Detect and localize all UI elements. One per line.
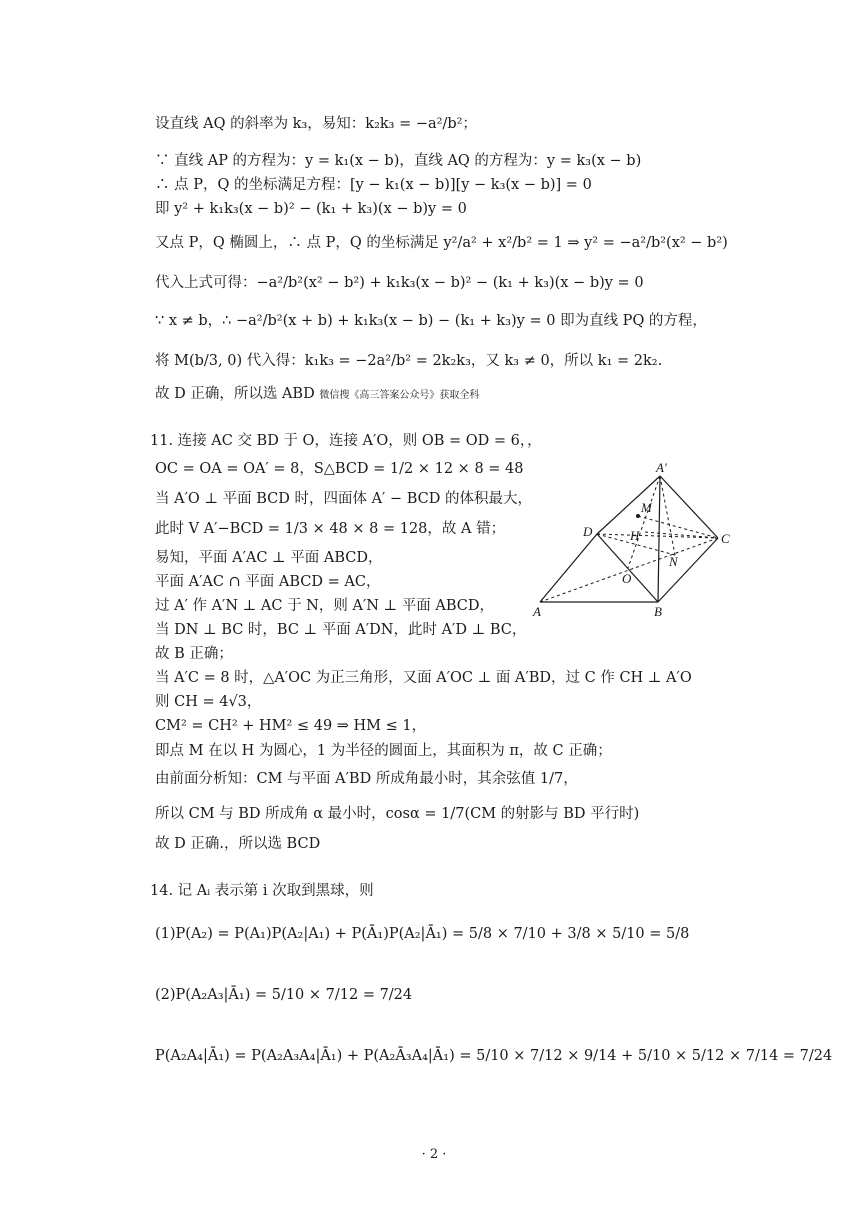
text-line: 当 DN ⊥ BC 时，BC ⊥ 平面 A′DN，此时 A′D ⊥ BC， bbox=[155, 622, 527, 638]
edge-DC bbox=[597, 534, 718, 538]
text-line: 易知，平面 A′AC ⊥ 平面 ABCD， bbox=[155, 550, 383, 566]
edge-A1B bbox=[658, 476, 660, 602]
text-line: 此时 V A′−BCD = 1/3 × 48 × 8 = 128，故 A 错； bbox=[155, 521, 506, 537]
point-M-dot bbox=[636, 514, 640, 518]
text-line: 故 B 正确； bbox=[155, 646, 233, 662]
text-line: 平面 A′AC ∩ 平面 ABCD = AC， bbox=[155, 574, 381, 590]
text-line: ∴ 点 P，Q 的坐标满足方程：[y − k₁(x − b)][y − k₃(x − b)] = 0 bbox=[155, 177, 592, 193]
text-line: 代入上式可得：−a²/b²(x² − b²) + k₁k₃(x − b)² − (k₁ + k₃)(x − b)y = 0 bbox=[155, 275, 644, 291]
formula-line: (2)P(A₂A₃|Ā₁) = 5/10 × 7/12 = 7/24 bbox=[155, 987, 413, 1003]
label-O: O bbox=[622, 571, 632, 586]
label-C: C bbox=[721, 531, 730, 546]
text-line bbox=[155, 385, 479, 405]
text-line: OC = OA = OA′ = 8，S△BCD = 1/2 × 12 × 8 = 48 bbox=[155, 461, 524, 477]
edge-DB bbox=[597, 534, 658, 602]
text-line: 当 A′C = 8 时，△A′OC 为正三角形，又面 A′OC ⊥ 面 A′BD，过 C 作 CH ⊥ A′O bbox=[155, 670, 692, 686]
page-number: · 2 · bbox=[421, 1147, 447, 1162]
segment-A1O bbox=[628, 476, 660, 568]
label-N: N bbox=[669, 554, 678, 569]
watermark-note: 微信搜《高三答案公众号》获取全科 bbox=[319, 390, 480, 401]
text-line: 即点 M 在以 H 为圆心，1 为半径的圆面上，其面积为 π，故 C 正确； bbox=[155, 743, 612, 759]
formula-line: P(A₂A₄|Ā₁) = P(A₂A₃A₄|Ā₁) + P(A₂Ā₃A₄|Ā₁) = 5/10 × 7/12 × 9/14 + 5/10 × 5/12 × 7/14 = 7/24 bbox=[155, 1048, 833, 1064]
text-line: 设直线 AQ 的斜率为 k₃，易知：k₂k₃ = −a²/b²； bbox=[155, 116, 477, 132]
conclusion-text: 故 D 正确，所以选 ABD bbox=[155, 386, 315, 402]
segment-A1N bbox=[660, 476, 675, 555]
formula-line: (1)P(A₂) = P(A₁)P(A₂|A₁) + P(Ā₁)P(A₂|Ā₁) = 5/8 × 7/10 + 3/8 × 5/10 = 5/8 bbox=[155, 926, 690, 942]
text-line: 由前面分析知：CM 与平面 A′BD 所成角最小时，其余弦值 1/7， bbox=[155, 771, 578, 787]
segment-MC bbox=[638, 516, 718, 538]
tetrahedron-figure bbox=[530, 460, 740, 620]
edge-A1C bbox=[660, 476, 718, 538]
text-line: 过 A′ 作 A′N ⊥ AC 于 N，则 A′N ⊥ 平面 ABCD， bbox=[155, 598, 495, 614]
text-line: 即 y² + k₁k₃(x − b)² − (k₁ + k₃)(x − b)y = 0 bbox=[155, 201, 467, 217]
text-line: 当 A′O ⊥ 平面 BCD 时，四面体 A′ − BCD 的体积最大， bbox=[155, 491, 532, 507]
edge-BC bbox=[658, 538, 718, 602]
label-A1: A′ bbox=[656, 460, 667, 475]
text-line: 则 CH = 4√3， bbox=[155, 694, 262, 710]
label-D: D bbox=[583, 524, 593, 539]
text-line: CM² = CH² + HM² ≤ 49 ⇒ HM ≤ 1， bbox=[155, 718, 427, 734]
label-A: A bbox=[533, 604, 541, 619]
label-H: H bbox=[630, 528, 640, 543]
problem-11-heading: 11. 连接 AC 交 BD 于 O，连接 A′O，则 OB = OD = 6，， bbox=[150, 433, 542, 449]
problem-14-heading: 14. 记 Aᵢ 表示第 i 次取到黑球，则 bbox=[150, 883, 374, 899]
text-line: 所以 CM 与 BD 所成角 α 最小时，cosα = 1/7(CM 的射影与 BD 平行时) bbox=[155, 806, 640, 822]
label-M: M bbox=[641, 500, 652, 515]
text-line: ∵ 直线 AP 的方程为：y = k₁(x − b)，直线 AQ 的方程为：y = k₃(x − b) bbox=[155, 153, 642, 169]
text-line: 故 D 正确.，所以选 BCD bbox=[155, 836, 321, 852]
text-line: 将 M(b/3, 0) 代入得：k₁k₃ = −2a²/b² = 2k₂k₃，又 k₃ ≠ 0，所以 k₁ = 2k₂. bbox=[155, 353, 663, 369]
text-line: ∵ x ≠ b，∴ −a²/b²(x + b) + k₁k₃(x − b) − (k₁ + k₃)y = 0 即为直线 PQ 的方程， bbox=[155, 313, 707, 329]
text-line: 又点 P，Q 椭圆上，∴ 点 P，Q 的坐标满足 y²/a² + x²/b² = 1 ⇒ y² = −a²/b²(x² − b²) bbox=[155, 235, 728, 251]
label-B: B bbox=[654, 604, 662, 619]
